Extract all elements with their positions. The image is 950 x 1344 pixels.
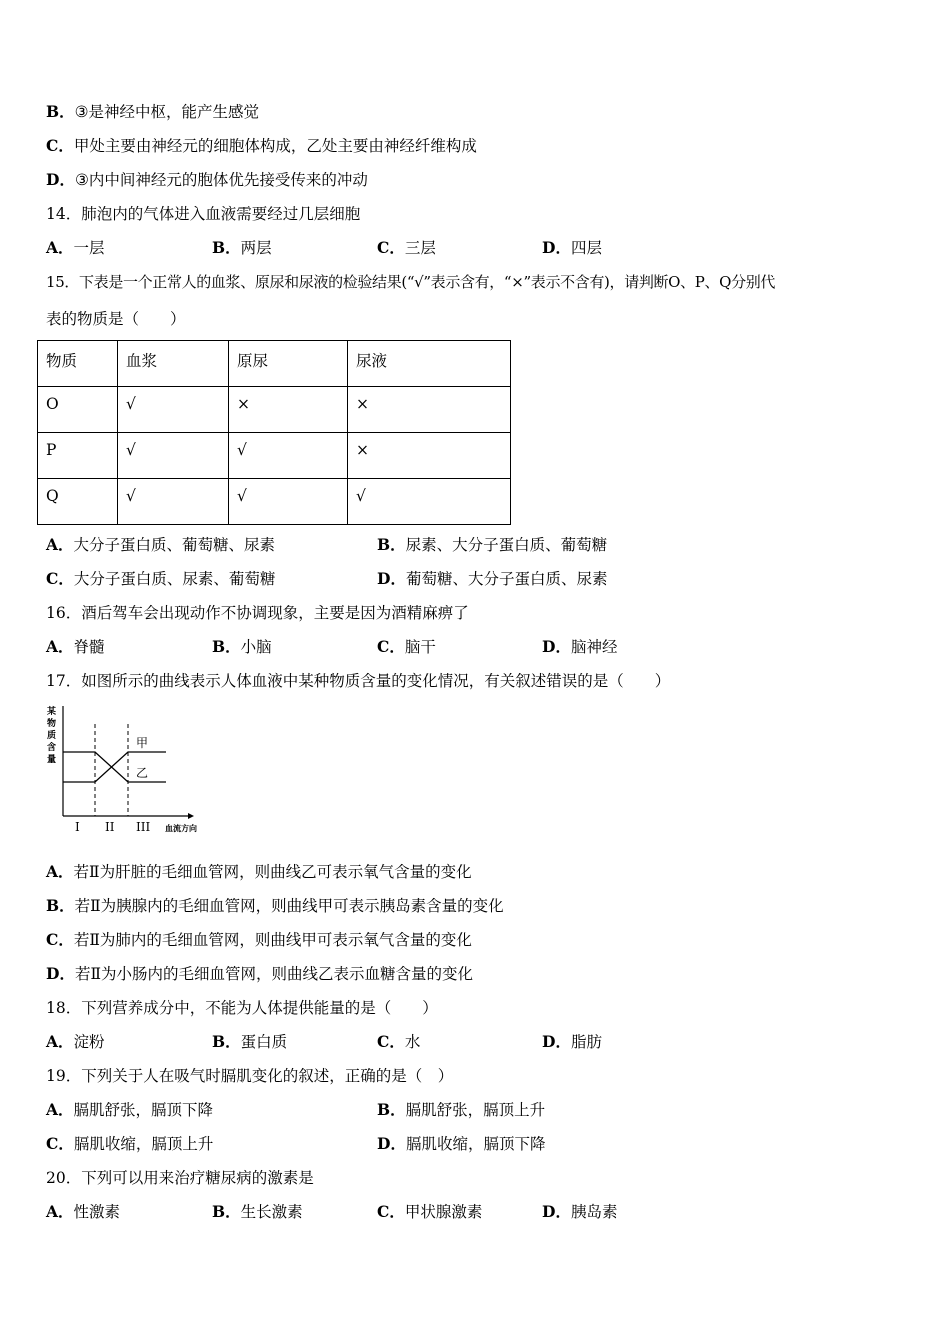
q17-option-b	[46, 896, 504, 916]
option-text: 膈肌收缩，膈顶下降	[405, 1135, 546, 1153]
q17-option-d	[46, 964, 473, 984]
q15-stem-line1: 15．下表是一个正常人的血浆、原尿和尿液的检验结果(“√”表示含有，“×”表示不含有)，请判断O、P、Q分别代	[46, 273, 776, 291]
q15-stem-line2: 表的物质是（ ）	[46, 310, 186, 328]
option-text: 膈肌舒张，膈顶下降	[73, 1101, 214, 1119]
option-label: A．	[46, 862, 74, 881]
y-axis-label-char: 某	[47, 707, 57, 717]
option-label: B．	[212, 1032, 241, 1051]
option-text: 脑神经	[570, 638, 618, 656]
option-text: 若Ⅱ为肝脏的毛细血管网，则曲线乙可表示氧气含量的变化	[73, 863, 472, 881]
table-cell: √	[118, 479, 229, 525]
option-label: D．	[542, 637, 571, 656]
option-text: 水	[404, 1033, 421, 1051]
q15-option-d	[377, 569, 607, 589]
option-text: 脂肪	[570, 1033, 602, 1051]
q13-option-c	[46, 136, 477, 156]
option-label: C．	[377, 238, 405, 257]
option-text: 甲状腺激素	[404, 1203, 483, 1221]
q14-stem: 14．肺泡内的气体进入血液需要经过几层细胞	[46, 205, 361, 223]
option-label: B．	[212, 637, 241, 656]
q17-stem: 17．如图所示的曲线表示人体血液中某种物质含量的变化情况，有关叙述错误的是（ ）	[46, 672, 671, 690]
x-axis-arrow	[188, 813, 194, 819]
option-label: C．	[377, 1202, 405, 1221]
option-text: 若Ⅱ为小肠内的毛细血管网，则曲线乙表示血糖含量的变化	[74, 965, 473, 983]
q17-figure	[44, 700, 219, 840]
q13-option-d	[46, 170, 368, 190]
curve-label-yi: 乙	[136, 766, 149, 780]
table-cell: √	[229, 479, 348, 525]
option-label: D．	[377, 569, 406, 588]
option-text: ③内中间神经元的胞体优先接受传来的冲动	[74, 171, 368, 189]
q14-option-d	[542, 238, 602, 258]
q13-option-b	[46, 102, 259, 122]
table-header-cell: 尿液	[348, 341, 511, 387]
option-text: ③是神经中枢，能产生感觉	[74, 103, 260, 121]
segment-label: II	[105, 820, 115, 834]
x-axis-label: 血流方向	[165, 823, 197, 833]
option-text: 蛋白质	[240, 1033, 288, 1051]
q20-option-d	[542, 1202, 617, 1222]
q16-option-a	[46, 637, 105, 657]
q15-table	[37, 340, 511, 525]
option-text: 脊髓	[73, 638, 105, 656]
option-label: A．	[46, 1032, 74, 1051]
q17-option-a	[46, 862, 472, 882]
q20-stem: 20．下列可以用来治疗糖尿病的激素是	[46, 1169, 314, 1187]
q18-option-b	[212, 1032, 287, 1052]
option-text: 性激素	[73, 1203, 121, 1221]
option-label: D．	[377, 1134, 406, 1153]
option-text: 四层	[570, 239, 602, 257]
option-label: A．	[46, 1100, 74, 1119]
option-label: D．	[46, 964, 75, 983]
q19-stem: 19．下列关于人在吸气时膈肌变化的叙述，正确的是（ ）	[46, 1067, 454, 1085]
curve-jia	[63, 752, 166, 782]
curve-label-jia: 甲	[136, 736, 149, 750]
option-label: D．	[542, 238, 571, 257]
option-label: D．	[542, 1032, 571, 1051]
table-row	[38, 479, 511, 525]
q15-option-a	[46, 535, 275, 555]
option-text: 膈肌舒张，膈顶上升	[405, 1101, 546, 1119]
table-cell: Q	[38, 479, 118, 525]
q14-option-a	[46, 238, 105, 258]
option-text: 淀粉	[73, 1033, 105, 1051]
q16-option-d	[542, 637, 617, 657]
y-axis-label-char: 量	[47, 755, 57, 765]
option-label: B．	[377, 535, 406, 554]
option-text: 膈肌收缩，膈顶上升	[73, 1135, 214, 1153]
y-axis-label-char: 质	[47, 731, 57, 741]
option-label: C．	[377, 1032, 405, 1051]
option-label: C．	[46, 569, 74, 588]
option-text: 生长激素	[240, 1203, 303, 1221]
segment-label: I	[75, 820, 80, 834]
table-cell: P	[38, 433, 118, 479]
q19-option-d	[377, 1134, 545, 1154]
q20-option-c	[377, 1202, 482, 1222]
q18-option-d	[542, 1032, 602, 1052]
option-label: B．	[377, 1100, 406, 1119]
option-label: D．	[542, 1202, 571, 1221]
table-cell: √	[348, 479, 511, 525]
option-label: C．	[46, 930, 74, 949]
q14-option-c	[377, 238, 436, 258]
option-label: A．	[46, 535, 74, 554]
option-text: 若Ⅱ为胰腺内的毛细血管网，则曲线甲可表示胰岛素含量的变化	[74, 897, 504, 915]
q18-option-a	[46, 1032, 105, 1052]
q19-option-a	[46, 1100, 213, 1120]
table-cell: ×	[229, 387, 348, 433]
option-label: C．	[377, 637, 405, 656]
table-cell: ×	[348, 433, 511, 479]
option-label: A．	[46, 637, 74, 656]
option-text: 脑干	[404, 638, 436, 656]
y-axis-label-char: 含	[47, 743, 57, 753]
option-text: 大分子蛋白质、尿素、葡萄糖	[73, 570, 276, 588]
table-cell: √	[229, 433, 348, 479]
q15-option-c	[46, 569, 275, 589]
table-header-cell: 物质	[38, 341, 118, 387]
q19-option-c	[46, 1134, 213, 1154]
option-label: D．	[46, 170, 75, 189]
option-text: 小脑	[240, 638, 272, 656]
table-cell: ×	[348, 387, 511, 433]
q17-option-c	[46, 930, 472, 950]
q18-option-c	[377, 1032, 420, 1052]
option-text: 两层	[240, 239, 272, 257]
option-text: 尿素、大分子蛋白质、葡萄糖	[405, 536, 608, 554]
option-label: B．	[46, 896, 75, 915]
q16-option-b	[212, 637, 272, 657]
table-header-cell: 血浆	[118, 341, 229, 387]
table-row	[38, 387, 511, 433]
y-axis-label-char: 物	[47, 719, 57, 729]
q20-option-b	[212, 1202, 303, 1222]
table-cell: O	[38, 387, 118, 433]
option-text: 一层	[73, 239, 105, 257]
option-text: 大分子蛋白质、葡萄糖、尿素	[73, 536, 276, 554]
option-label: B．	[46, 102, 75, 121]
option-label: A．	[46, 1202, 74, 1221]
table-cell: √	[118, 433, 229, 479]
option-label: B．	[212, 238, 241, 257]
option-text: 三层	[404, 239, 436, 257]
option-label: C．	[46, 136, 74, 155]
option-label: B．	[212, 1202, 241, 1221]
table-row	[38, 433, 511, 479]
option-label: C．	[46, 1134, 74, 1153]
q20-option-a	[46, 1202, 120, 1222]
option-text: 胰岛素	[570, 1203, 618, 1221]
option-text: 葡萄糖、大分子蛋白质、尿素	[405, 570, 608, 588]
table-header-row	[38, 341, 511, 387]
q16-option-c	[377, 637, 436, 657]
curve-yi	[63, 752, 166, 782]
q15-option-b	[377, 535, 607, 555]
q16-stem: 16．酒后驾车会出现动作不协调现象，主要是因为酒精麻痹了	[46, 604, 469, 622]
table-cell: √	[118, 387, 229, 433]
q19-option-b	[377, 1100, 545, 1120]
option-text: 若Ⅱ为肺内的毛细血管网，则曲线甲可表示氧气含量的变化	[73, 931, 472, 949]
q14-option-b	[212, 238, 272, 258]
option-text: 甲处主要由神经元的细胞体构成，乙处主要由神经纤维构成	[73, 137, 477, 155]
option-label: A．	[46, 238, 74, 257]
table-header-cell: 原尿	[229, 341, 348, 387]
q18-stem: 18．下列营养成分中，不能为人体提供能量的是（ ）	[46, 999, 438, 1017]
segment-label: III	[136, 820, 151, 834]
